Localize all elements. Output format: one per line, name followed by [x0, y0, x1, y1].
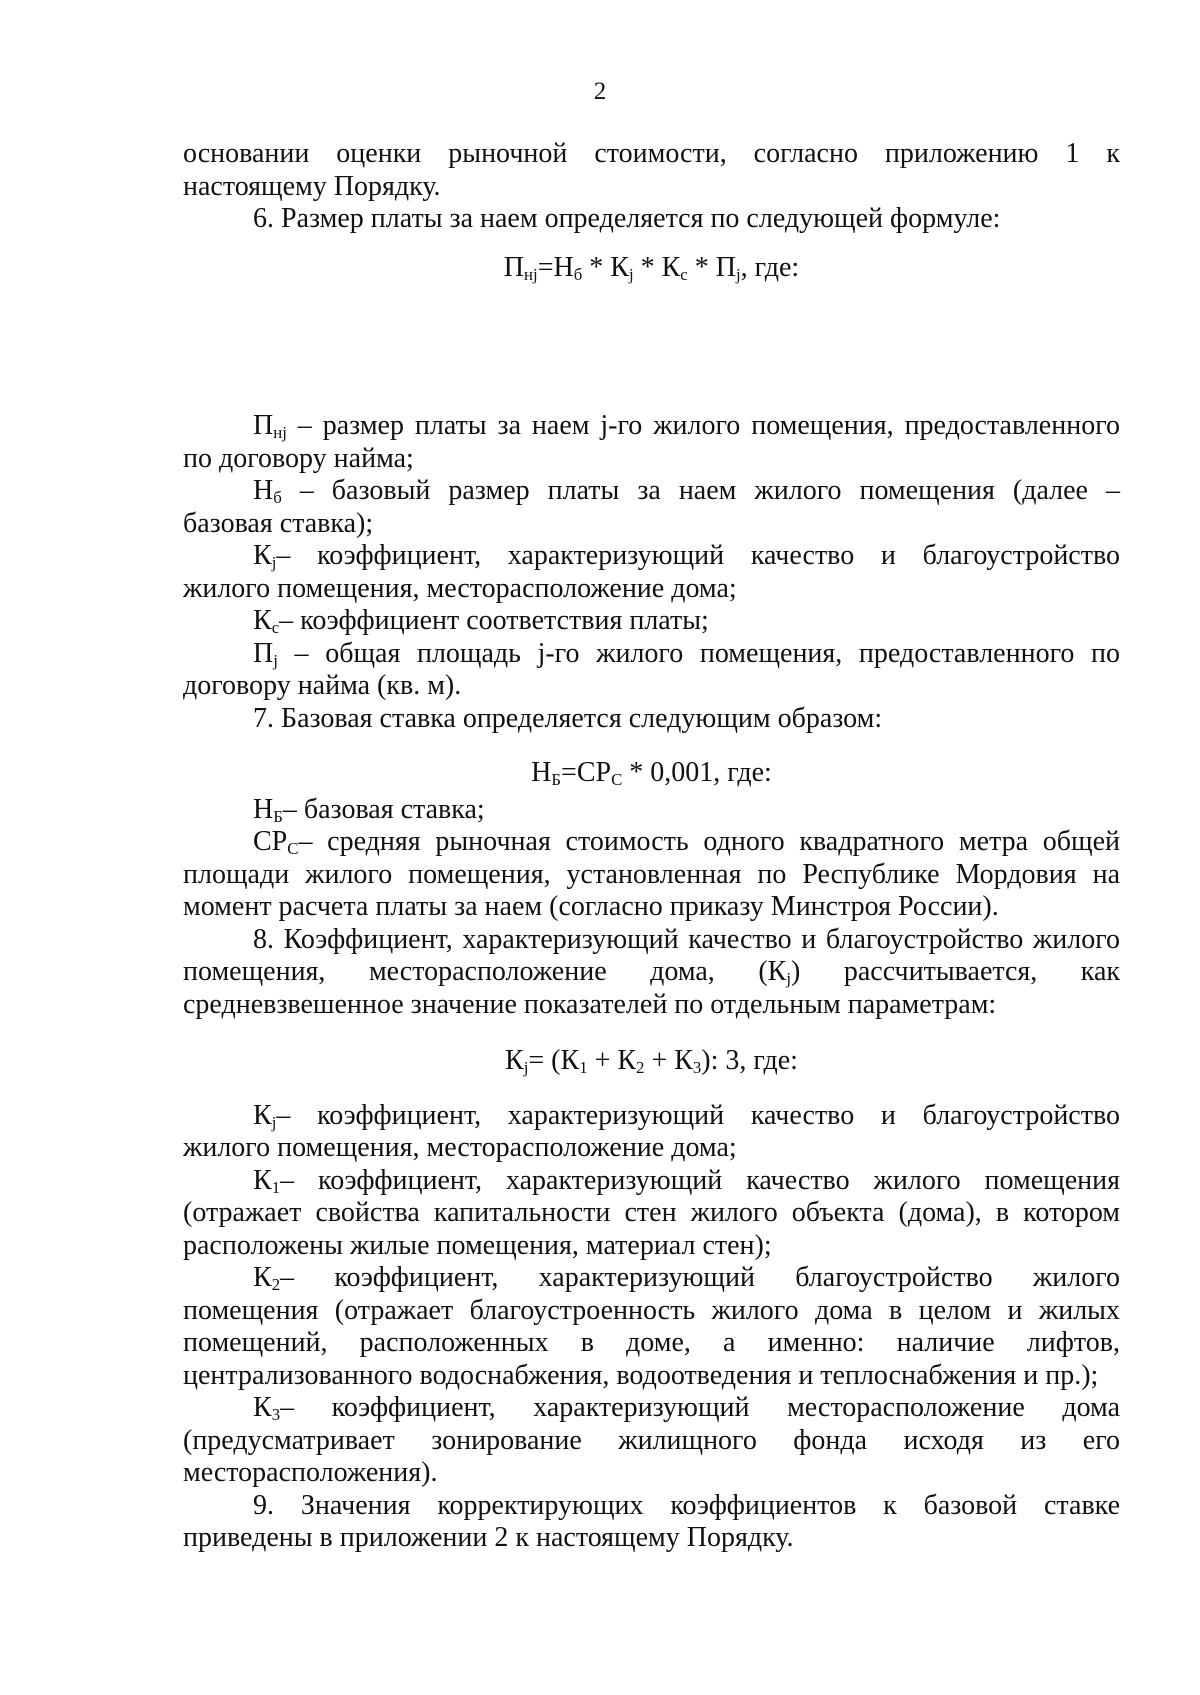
paragraph-intro-line2: настоящему Порядку. — [183, 170, 441, 202]
definition-kj-line1: $К_j-$ коэффициент, характеризующий качество и благоустройство — [253, 540, 1120, 573]
definition-k1-line3: расположены жилые помещения, материал стен); — [183, 1229, 772, 1261]
definition-nb2: $Н_Б-$ базовая ставка; — [253, 793, 485, 826]
definition-k2-line2: помещения (отражает благоустроенность жилого дома в целом и жилых — [183, 1294, 1120, 1326]
definition-kj-line2: жилого помещения, месторасположение дома; — [183, 572, 737, 604]
paragraph-8-line1: 8. Коэффициент, характеризующий качество и благоустройство жилого — [253, 923, 1120, 955]
paragraph-9-line2: приведены в приложении 2 к настоящему Порядку. — [183, 1522, 794, 1553]
definition-pnj-line2: по договору найма; — [183, 442, 414, 474]
definition-kj2-line1: $К_j-$ коэффициент, характеризующий качество и благоустройство — [253, 1099, 1120, 1132]
formula-rent: $П_{нj}=Н_б * К_j * К_с * П_j$, где: — [503, 251, 800, 284]
paragraph-6: 6. Размер платы за наем определяется по следующей формуле: — [253, 203, 1001, 234]
definition-k2-line3: помещений, расположенных в доме, а именно: наличие лифтов, — [183, 1327, 1120, 1358]
definition-k3-line3: месторасположения). — [183, 1457, 438, 1488]
definition-k3-line1: $К_3-$ коэффициент, характеризующий месторасположение дома — [253, 1392, 1120, 1425]
definition-pj-line2: договору найма (кв. м). — [183, 670, 462, 701]
paragraph-7: 7. Базовая ставка определяется следующим образом: — [253, 702, 883, 734]
definition-k1-line1: $К_1-$ коэффициент, характеризующий качество жилого помещения — [253, 1164, 1120, 1197]
paragraph-8-line3: средневзвешенное значение показателей по отдельным параметрам: — [183, 988, 997, 1020]
definition-src-line2: площади жилого помещения, установленная по Республике Мордовия на — [183, 858, 1120, 890]
definition-k1-line2: (отражает свойства капитальности стен жилого объекта (дома), в котором — [183, 1197, 1120, 1228]
definition-kc: $К_с-$ коэффициент соответствия платы; — [253, 605, 709, 638]
page-number: 2 — [593, 78, 607, 105]
definition-k2-line1: $К_2-$ коэффициент, характеризующий благоустройство жилого — [253, 1262, 1120, 1295]
definition-pj-line1: $П_j$ – общая площадь j-го жилого помещения, предоставленного по — [253, 637, 1120, 670]
formula-base-rate: $Н_Б=СР_С * 0,001$, где: — [531, 757, 772, 790]
document-body — [183, 138, 1120, 1555]
definition-src-line3: момент расчета платы за наем (согласно приказу Минстроя России). — [183, 891, 999, 922]
definition-nb-line2: базовая ставка); — [183, 507, 374, 539]
formula-kj: $К_j= (К_1 + К_2 + К_3)$: 3, где: — [505, 1045, 798, 1078]
definition-k3-line2: (предусматривает зонирование жилищного фонда исходя из его — [183, 1424, 1120, 1456]
paragraph-8-line2: помещения, месторасположение дома, $(К_j)$ рассчитывается, как — [183, 956, 1120, 989]
definition-src-line1: $СР_С-$ средняя рыночная стоимость одного квадратного метра общей — [253, 826, 1120, 859]
paragraph-9-line1: 9. Значения корректирующих коэффициентов к базовой ставке — [253, 1489, 1120, 1521]
definition-nb-line1: $Н_б$ – базовый размер платы за наем жилого помещения (далее – — [253, 475, 1120, 508]
definition-kj2-line2: жилого помещения, месторасположение дома; — [183, 1132, 737, 1163]
paragraph-intro-line1: основании оценки рыночной стоимости, согласно приложению 1 к — [183, 138, 1120, 169]
definition-k2-line4: централизованного водоснабжения, водоотведения и теплоснабжения и пр.); — [183, 1359, 1099, 1391]
definition-pnj-line1: $П_{нj}$ – размер платы за наем j-го жилого помещения, предоставленного — [253, 410, 1120, 443]
